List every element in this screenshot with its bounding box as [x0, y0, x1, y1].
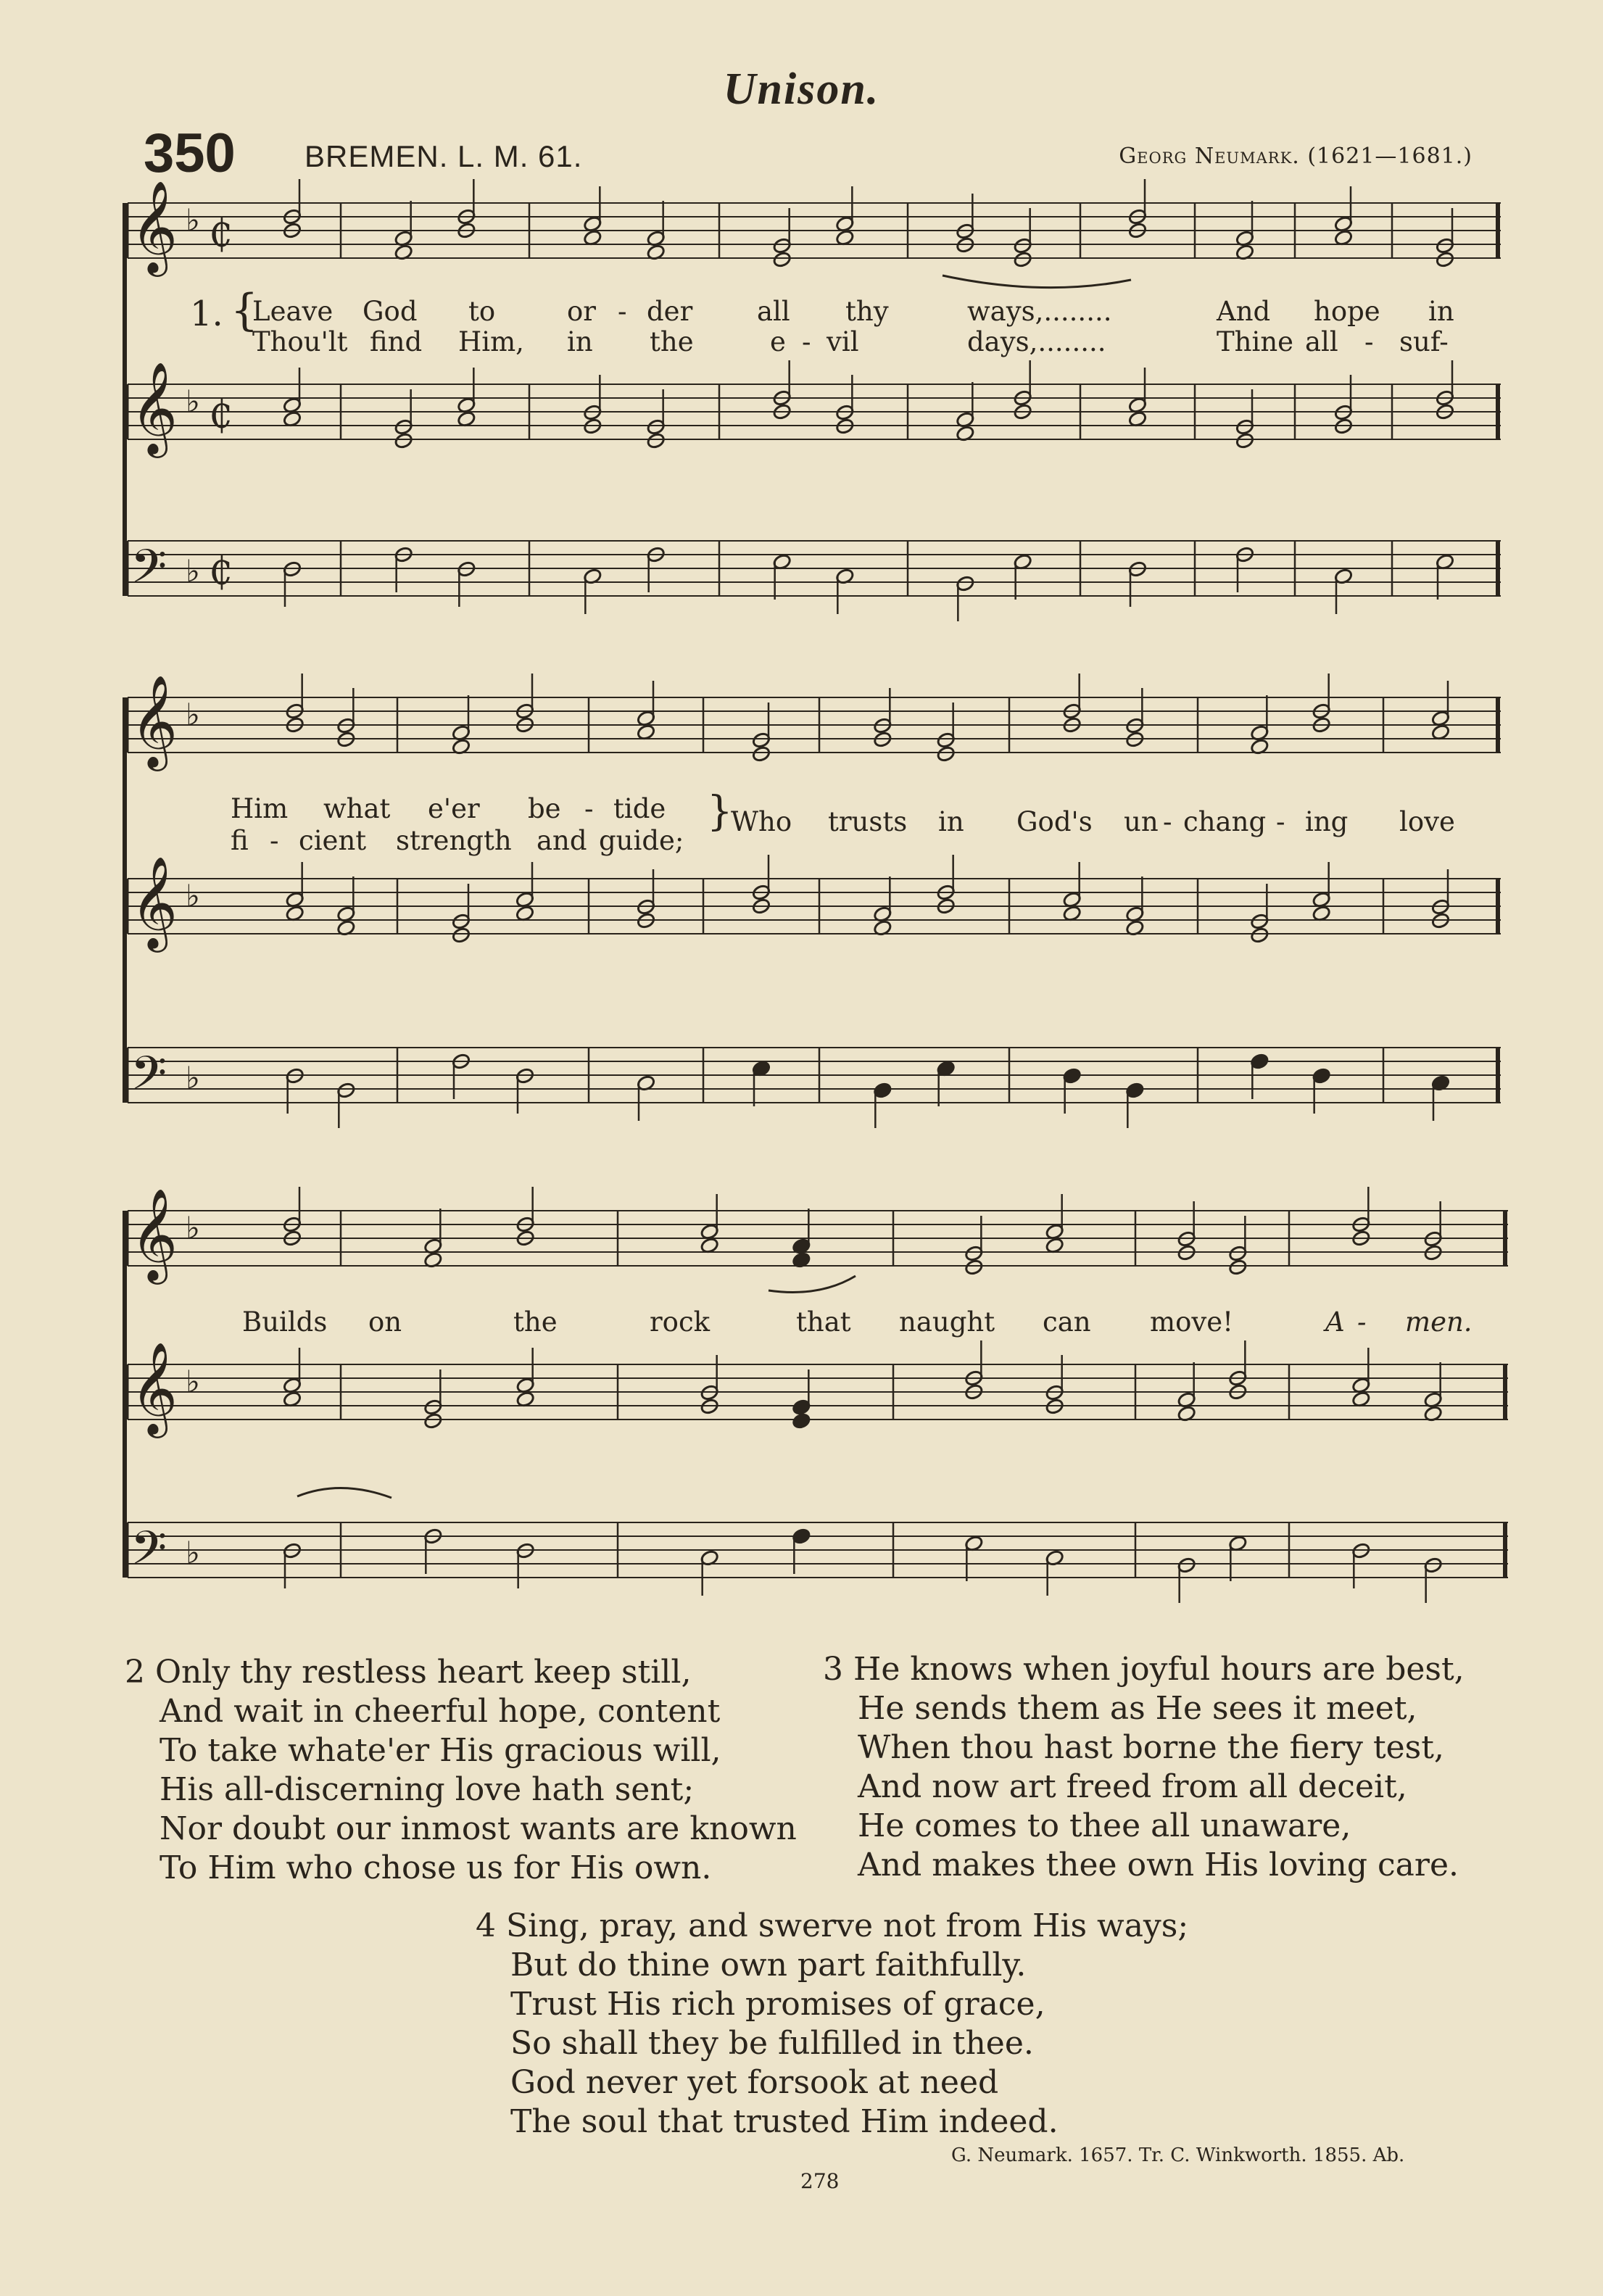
lyric-word: Thou'lt — [252, 326, 348, 357]
treble-clef-icon: 𝄞 — [131, 1341, 178, 1434]
verse-line: But do thine own part faithfully. — [510, 1947, 1027, 1984]
lyric-word: tide — [613, 793, 666, 824]
lyric-word: Builds — [242, 1306, 328, 1338]
lyric-word: ways,........ — [967, 296, 1112, 327]
half-note — [423, 1412, 443, 1430]
verse-line: When thou hast borne the fiery test, — [858, 1729, 1444, 1766]
tune-meter: BREMEN. L. M. 61. — [305, 139, 583, 173]
flat-sign-icon: ♭ — [186, 1060, 200, 1095]
lyric-word: can — [1043, 1306, 1091, 1338]
flat-sign-icon: ♭ — [186, 878, 200, 913]
verse-line: And now art freed from all deceit, — [858, 1768, 1407, 1805]
lyric-word: Him, — [458, 326, 524, 357]
lyric-word: - — [1357, 1306, 1367, 1338]
half-note — [1235, 432, 1255, 449]
verse-line: The soul that trusted Him indeed. — [510, 2103, 1059, 2140]
lyric-word: Thine — [1217, 326, 1294, 357]
bass-clef-icon: 𝄢 — [131, 540, 167, 605]
time-signature-icon: ₵ — [209, 212, 233, 256]
treble-clef-icon: 𝄞 — [131, 361, 178, 454]
verse-line: His all-discerning love hath sent; — [160, 1771, 695, 1808]
verse-line: Nor doubt our inmost wants are known — [160, 1810, 797, 1847]
half-note — [752, 745, 771, 763]
lyric-word: God — [363, 296, 418, 327]
flat-sign-icon: ♭ — [186, 202, 200, 238]
lyric-word: move! — [1150, 1306, 1234, 1338]
lyric-word: - — [270, 825, 279, 856]
lyric-word: And — [1217, 296, 1271, 327]
lyric-word: e'er — [428, 793, 480, 824]
half-note — [646, 432, 666, 449]
lyric-word: vil — [827, 326, 859, 357]
translation-credit: G. Neumark. 1657. Tr. C. Winkworth. 1855. Ab. — [951, 2144, 1405, 2166]
treble-clef-icon: 𝄞 — [131, 180, 178, 273]
lyric-word: days,........ — [967, 326, 1106, 357]
flat-sign-icon: ♭ — [186, 1210, 200, 1246]
lyric-word: the — [513, 1306, 558, 1338]
verse-line: God never yet forsook at need — [510, 2064, 999, 2101]
verse-line: And makes thee own His loving care. — [858, 1847, 1459, 1883]
half-note — [1250, 927, 1269, 944]
verse-line: So shall they be fulfilled in thee. — [510, 2025, 1034, 2062]
lyric-word: cient — [299, 825, 367, 856]
hymn-number: 350 — [144, 123, 236, 184]
flat-sign-icon: ♭ — [186, 697, 200, 732]
composer-credit: Georg Neumark. (1621—1681.) — [1119, 144, 1472, 169]
lyric-word: der — [647, 296, 693, 327]
verse-4 — [476, 1907, 1188, 2142]
verse-line: 3 He knows when joyful hours are best, — [823, 1651, 1465, 1688]
page-number: 278 — [800, 2169, 840, 2193]
flat-sign-icon: ♭ — [186, 384, 200, 419]
lyric-word: trusts — [828, 806, 908, 837]
verse-line: 2 Only thy restless heart keep still, — [125, 1654, 692, 1691]
verse-2 — [125, 1653, 797, 1888]
verse-line: To Him who chose us for His own. — [160, 1849, 712, 1886]
flat-sign-icon: ♭ — [186, 1535, 200, 1570]
verse-line: Trust His rich promises of grace, — [510, 1986, 1045, 2023]
verse-line: He comes to thee all unaware, — [858, 1807, 1351, 1844]
half-note — [452, 927, 471, 944]
lyric-word: love — [1399, 806, 1455, 837]
lyric-word: - — [1276, 806, 1285, 837]
lyric-word: chang — [1183, 806, 1267, 837]
bass-clef-icon: 𝄢 — [131, 1047, 167, 1112]
lyric-word: or — [567, 296, 596, 327]
treble-clef-icon: 𝄞 — [131, 855, 178, 948]
lyric-word: guide; — [599, 825, 684, 856]
tie-line — [297, 1488, 392, 1498]
flat-sign-icon: ♭ — [186, 553, 200, 589]
half-note — [1228, 1259, 1248, 1276]
lyric-word: strength — [396, 825, 512, 856]
lyric-word: - — [618, 296, 627, 327]
lyric-word: ing — [1305, 806, 1349, 837]
lyric-word: find — [370, 326, 423, 357]
verse-line: 4 Sing, pray, and swerve not from His ways; — [476, 1907, 1189, 1944]
lyric-word: Leave — [252, 296, 334, 327]
lyric-word: fi — [231, 825, 249, 856]
lyric-word: A — [1325, 1306, 1345, 1338]
quarter-note — [792, 1412, 811, 1430]
lyric-word: - — [1163, 806, 1172, 837]
verse-3 — [823, 1650, 1465, 1885]
lyric-word: what — [323, 793, 391, 824]
lyric-word: rock — [650, 1306, 711, 1338]
half-note — [1013, 251, 1032, 268]
lyric-word: - — [1364, 326, 1374, 357]
treble-clef-icon: 𝄞 — [131, 674, 178, 767]
lyric-word: to — [468, 296, 496, 327]
slur-line — [943, 275, 1131, 288]
lyric-word: all — [1305, 326, 1338, 357]
half-note — [394, 432, 413, 449]
lyric-word: - — [802, 326, 811, 357]
half-note — [964, 1259, 984, 1276]
lyric-word: all — [757, 296, 790, 327]
verse-line: He sends them as He sees it meet, — [858, 1690, 1417, 1727]
lyric-word: thy — [845, 296, 889, 327]
half-note — [936, 745, 956, 763]
time-signature-icon: ₵ — [209, 394, 233, 437]
close-brace: } — [707, 788, 733, 835]
bass-clef-icon: 𝄢 — [131, 1522, 167, 1587]
lyric-word: God's — [1016, 806, 1093, 837]
lyric-word: - — [584, 793, 594, 824]
verse-line: And wait in cheerful hope, content — [160, 1693, 721, 1730]
lyric-word: in — [567, 326, 593, 357]
time-signature-icon: ₵ — [209, 550, 233, 594]
treble-clef-icon: 𝄞 — [131, 1188, 178, 1280]
brace: { — [231, 285, 259, 336]
flat-sign-icon: ♭ — [186, 1364, 200, 1399]
lyric-word: e — [770, 326, 786, 357]
lyric-word: and — [537, 825, 587, 856]
half-note — [772, 251, 792, 268]
lyric-word: Who — [731, 806, 792, 837]
lyric-word: in — [1428, 296, 1454, 327]
lyric-word: on — [368, 1306, 402, 1338]
verse-marker: 1. — [190, 294, 223, 334]
lyric-word: hope — [1314, 296, 1380, 327]
lyric-word: naught — [899, 1306, 995, 1338]
header-title: Unison. — [723, 65, 880, 114]
half-note — [1436, 251, 1455, 268]
lyric-word: in — [938, 806, 964, 837]
lyric-word: un — [1124, 806, 1159, 837]
lyric-word: the — [650, 326, 694, 357]
verse-line: To take whate'er His gracious will, — [160, 1732, 721, 1769]
lyric-word: be — [528, 793, 561, 824]
lyric-word: men. — [1405, 1306, 1472, 1338]
slur-line — [769, 1276, 856, 1293]
lyric-word: suf- — [1399, 326, 1449, 357]
lyric-word: that — [796, 1306, 851, 1338]
lyric-word: Him — [231, 793, 289, 824]
